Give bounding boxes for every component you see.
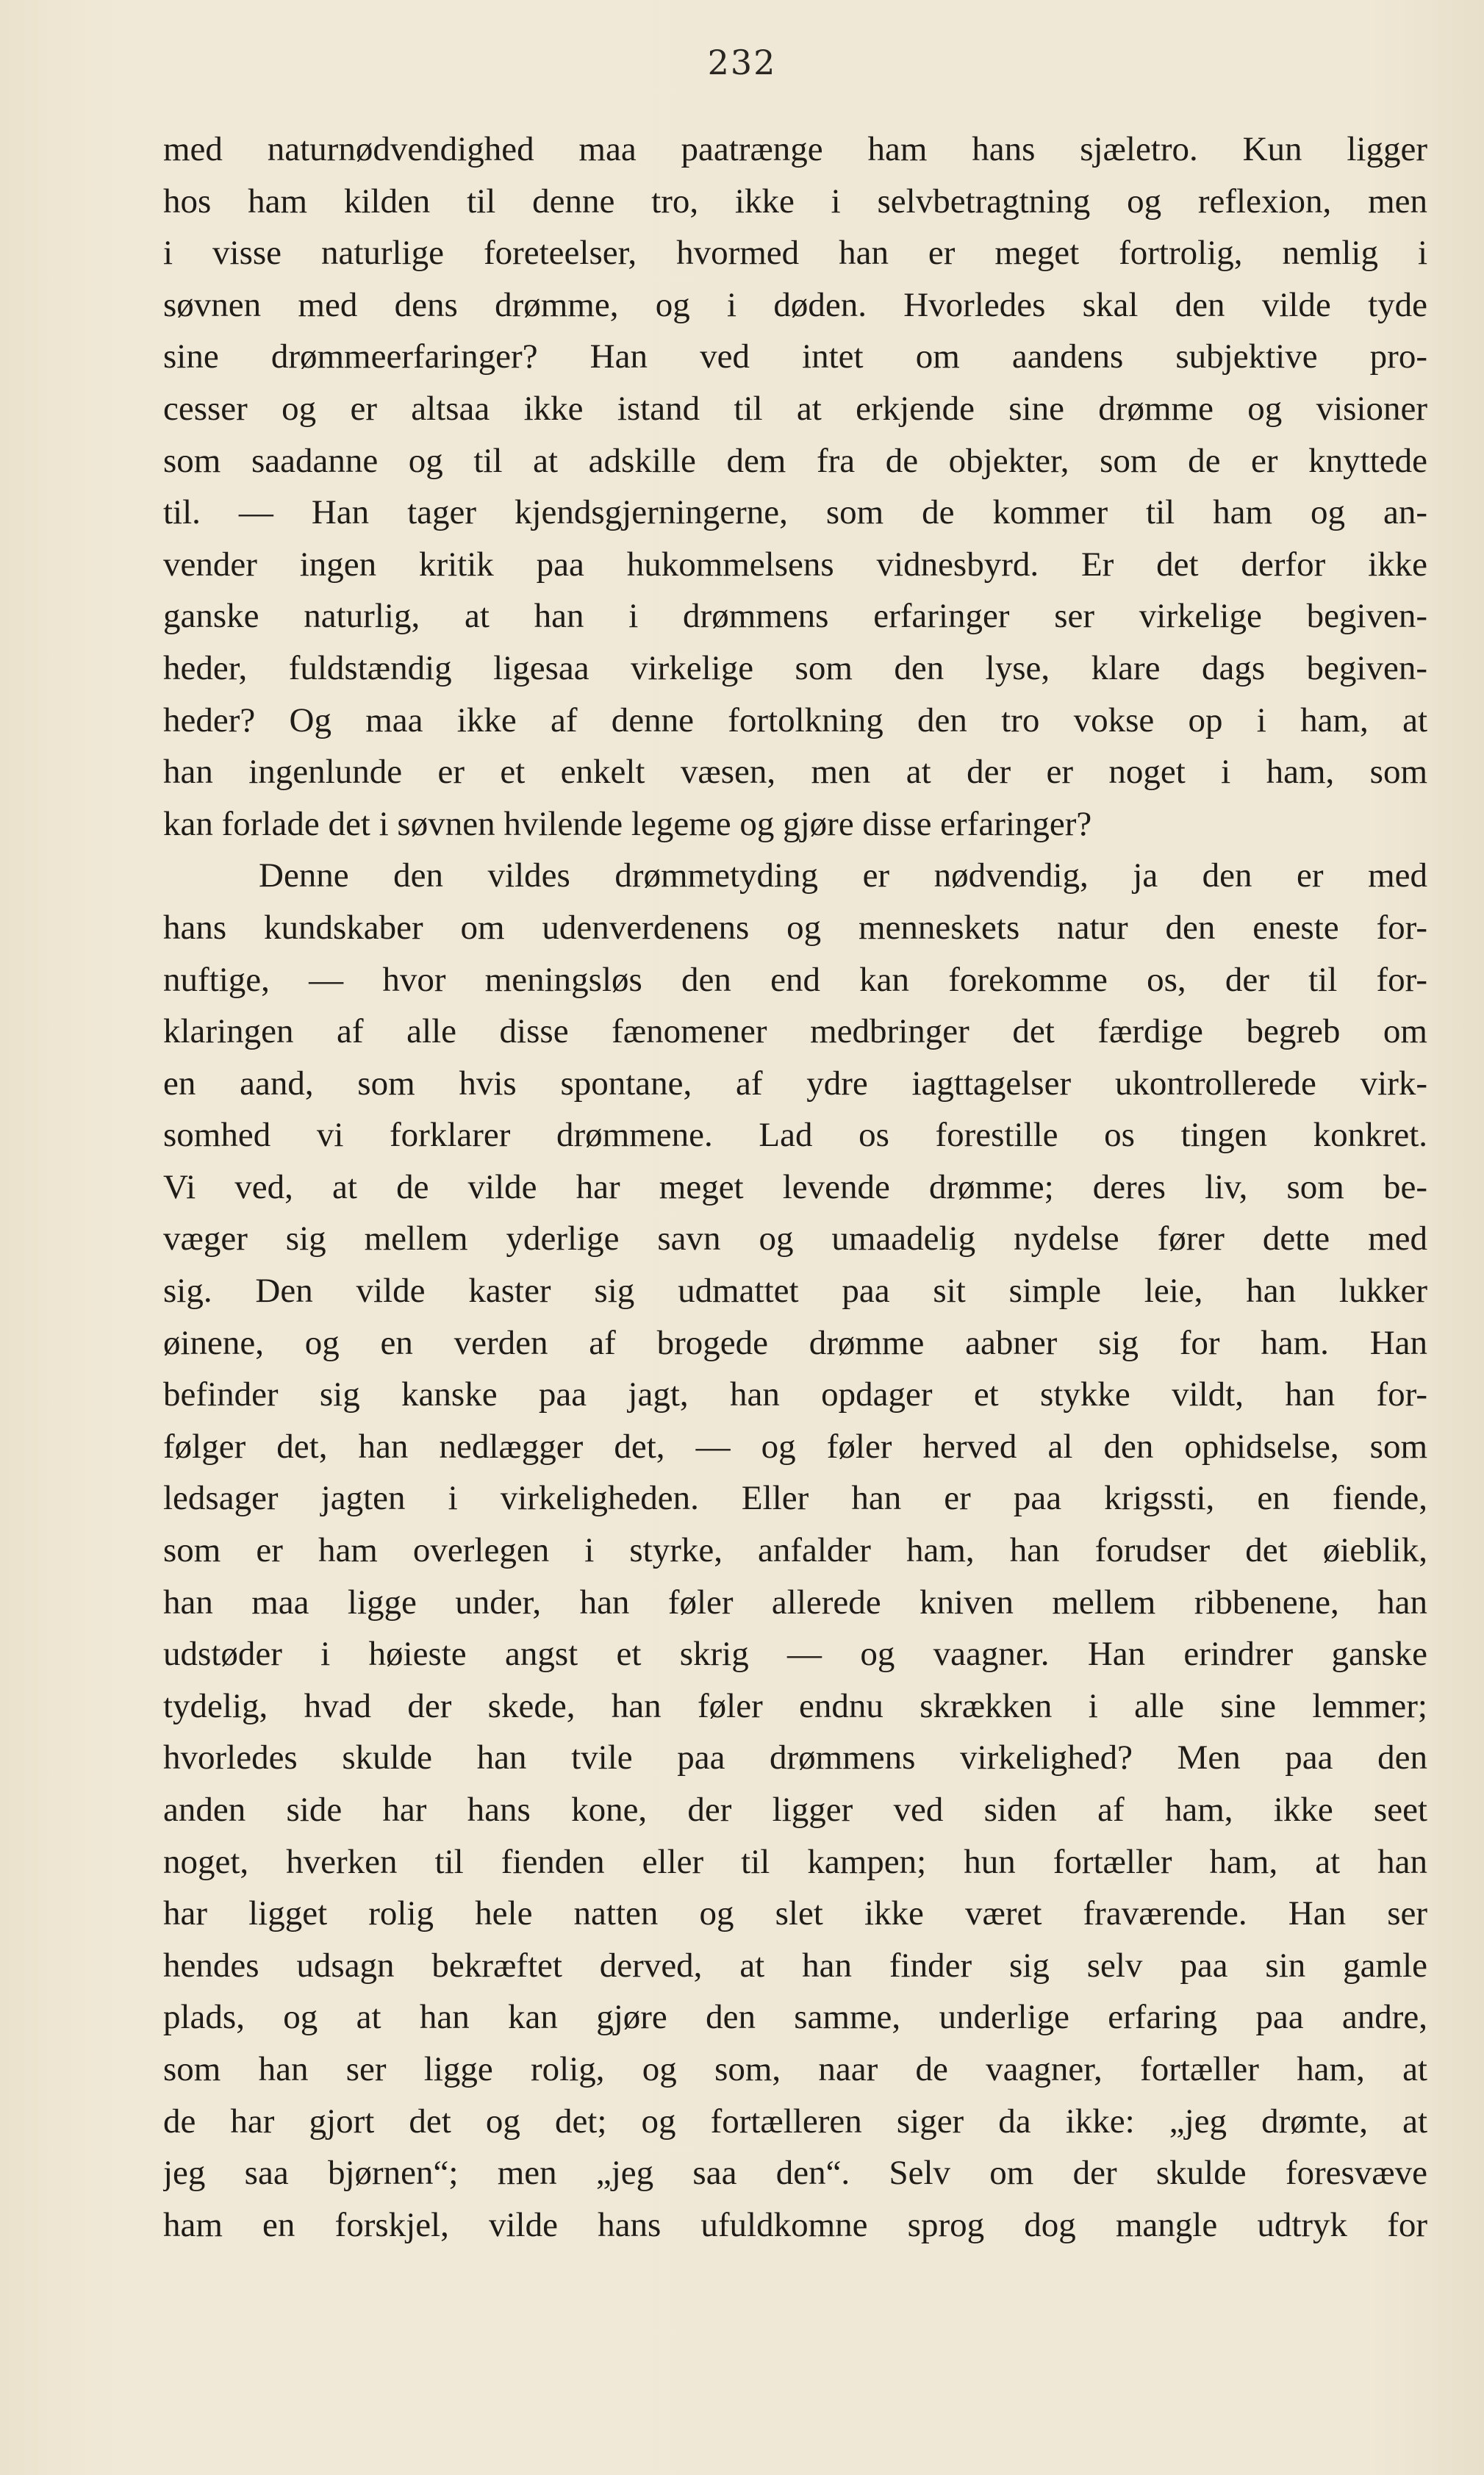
text-line: udstøder i høieste angst et skrig — og vaagner. Han erindrer ganske <box>163 1635 1427 1674</box>
text-line: cesser og er altsaa ikke istand til at erkjende sine drømme og visioner <box>163 389 1427 428</box>
text-line: vender ingen kritik paa hukommelsens vidnesbyrd. Er det derfor ikke <box>163 545 1427 584</box>
text-line: Denne den vildes drømmetyding er nødvendig, ja den er med <box>259 856 1427 895</box>
text-line: somhed vi forklarer drømmene. Lad os forestille os tingen konkret. <box>163 1116 1427 1155</box>
text-line: med naturnødvendighed maa paatrænge ham hans sjæletro. Kun ligger <box>163 130 1427 168</box>
text-line: ledsager jagten i virkeligheden. Eller han er paa krigssti, en fiende, <box>163 1479 1427 1518</box>
text-line: til. — Han tager kjendsgjerningerne, som de kommer til ham og an- <box>163 493 1427 532</box>
text-line: som saadanne og til at adskille dem fra de objekter, som de er knyttede <box>163 441 1427 480</box>
text-line: ham en forskjel, vilde hans ufuldkomne sprog dog mangle udtryk for <box>163 2205 1427 2244</box>
text-line: anden side har hans kone, der ligger ved siden af ham, ikke seet <box>163 1791 1427 1829</box>
text-line: noget, hverken til fienden eller til kampen; hun fortæller ham, at han <box>163 1842 1427 1881</box>
text-line: ganske naturlig, at han i drømmens erfaringer ser virkelige begiven- <box>163 597 1427 636</box>
text-line: følger det, han nedlægger det, — og føler herved al den ophidselse, som <box>163 1427 1427 1466</box>
text-line: en aand, som hvis spontane, af ydre iagttagelser ukontrollerede virk- <box>163 1064 1427 1103</box>
text-line: i visse naturlige foreteelser, hvormed han er meget fortrolig, nemlig i <box>163 234 1427 273</box>
text-line: som han ser ligge rolig, og som, naar de vaagner, fortæller ham, at <box>163 2049 1427 2088</box>
text-line: han maa ligge under, han føler allerede kniven mellem ribbenene, han <box>163 1583 1427 1622</box>
body-text <box>163 123 1427 2251</box>
text-line: sig. Den vilde kaster sig udmattet paa sit simple leie, han lukker <box>163 1272 1427 1311</box>
text-line: hendes udsagn bekræftet derved, at han finder sig selv paa sin gamle <box>163 1946 1427 1985</box>
text-line: har ligget rolig hele natten og slet ikke været fraværende. Han ser <box>163 1894 1427 1933</box>
text-line: heder? Og maa ikke af denne fortolkning den tro vokse op i ham, at <box>163 701 1427 739</box>
text-line: sine drømmeerfaringer? Han ved intet om aandens subjektive pro- <box>163 337 1427 376</box>
text-line: Vi ved, at de vilde har meget levende drømme; deres liv, som be- <box>163 1167 1427 1206</box>
text-line: som er ham overlegen i styrke, anfalder ham, han forudser det øieblik, <box>163 1531 1427 1570</box>
text-line: hans kundskaber om udenverdenens og menneskets natur den eneste for- <box>163 908 1427 947</box>
text-line: hvorledes skulde han tvile paa drømmens virkelighed? Men paa den <box>163 1738 1427 1777</box>
text-line: plads, og at han kan gjøre den samme, underlige erfaring paa andre, <box>163 1998 1427 2037</box>
text-line: tydelig, hvad der skede, han føler endnu skrækken i alle sine lemmer; <box>163 1686 1427 1725</box>
text-line: væger sig mellem yderlige savn og umaadelig nydelse fører dette med <box>163 1219 1427 1258</box>
text-line: han ingenlunde er et enkelt væsen, men at der er noget i ham, som <box>163 753 1427 792</box>
text-line: nuftige, — hvor meningsløs den end kan forekomme os, der til for- <box>163 960 1427 999</box>
text-line: øinene, og en verden af brogede drømme aabner sig for ham. Han <box>163 1323 1427 1362</box>
text-line: hos ham kilden til denne tro, ikke i selvbetragtning og reflexion, men <box>163 182 1427 221</box>
text-line: heder, fuldstændig ligesaa virkelige som den lyse, klare dags begiven- <box>163 648 1427 687</box>
text-line: søvnen med dens drømme, og i døden. Hvorledes skal den vilde tyde <box>163 285 1427 324</box>
page-number: 232 <box>707 43 777 82</box>
text-line: klaringen af alle disse fænomener medbringer det færdige begreb om <box>163 1012 1427 1051</box>
text-line: jeg saa bjørnen“; men „jeg saa den“. Selv om der skulde foresvæve <box>163 2154 1427 2193</box>
text-line: befinder sig kanske paa jagt, han opdager et stykke vildt, han for- <box>163 1375 1427 1414</box>
text-line: kan forlade det i søvnen hvilende legeme og gjøre disse erfaringer? <box>163 804 1092 843</box>
text-line: de har gjort det og det; og fortælleren siger da ikke: „jeg drømte, at <box>163 2102 1427 2141</box>
